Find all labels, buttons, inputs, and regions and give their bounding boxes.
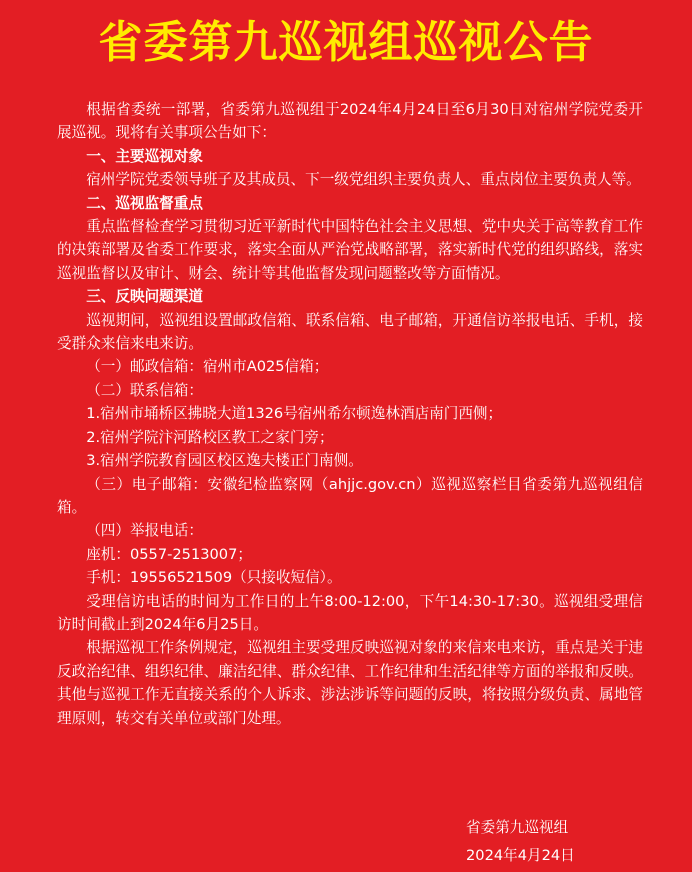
section-heading-inspection-targets: 一、主要巡视对象	[86, 147, 203, 165]
signature-date: 2024年4月24日	[466, 847, 575, 864]
landline-number: 座机：0557-2513007；	[86, 545, 252, 563]
acceptance-scope-paragraph: 根据巡视工作条例规定，巡视组主要受理反映巡视对象的来信来电来访，重点是关于违反政治纪律、组织纪律、廉洁纪律、群众纪律、工作纪律和生活纪律等方面的举报和反映。其他与巡视工作无直接关系的个人诉求、涉法涉诉等问题的反映，将按照分级负责、属地管理原则，转交有关单位或部门处理。	[57, 639, 643, 727]
signature-organization: 省委第九巡视组	[466, 819, 569, 836]
section-heading-supervision-focus: 二、巡视监督重点	[86, 194, 203, 212]
postal-mailbox-item: （一）邮政信箱：宿州市A025信箱；	[86, 358, 329, 376]
contact-mailbox-location-3: 3.宿州学院教育园区校区逸夫楼正门南侧。	[86, 452, 363, 470]
report-phone-item: （四）举报电话：	[86, 522, 203, 540]
inspection-targets-paragraph: 宿州学院党委领导班子及其成员、下一级党组织主要负责人、重点岗位主要负责人等。	[86, 171, 641, 189]
page-title: 省委第九巡视组巡视公告	[98, 17, 594, 68]
contact-mailbox-location-2: 2.宿州学院汴河路校区教工之家门旁；	[86, 428, 334, 446]
reception-hours-paragraph: 受理信访电话的时间为工作日的上午8:00-12:00，下午14:30-17:30。巡视组受理信访时间截止到2024年6月25日。	[57, 592, 643, 633]
reporting-channels-paragraph: 巡视期间，巡视组设置邮政信箱、联系信箱、电子邮箱，开通信访举报电话、手机，接受群众来信来电来访。	[57, 311, 643, 353]
contact-mailbox-location-1: 1.宿州市埇桥区拂晓大道1326号宿州希尔顿逸林酒店南门西侧；	[86, 405, 503, 423]
mobile-number: 手机：19556521509（只接收短信）。	[86, 569, 342, 587]
contact-mailbox-item: （二）联系信箱：	[86, 381, 203, 399]
supervision-focus-paragraph: 重点监督检查学习贯彻习近平新时代中国特色社会主义思想、党中央关于高等教育工作的决策部署及省委工作要求，落实全面从严治党战略部署，落实新时代党的组织路线，落实巡视监督以及审计、财会、统计等其他监督发现问题整改等方面情况。	[57, 218, 643, 282]
announcement-body	[57, 98, 643, 730]
intro-paragraph: 根据省委统一部署，省委第九巡视组于2024年4月24日至6月30日对宿州学院党委开展巡视。现将有关事项公告如下：	[57, 101, 643, 142]
section-heading-reporting-channels: 三、反映问题渠道	[86, 288, 203, 306]
email-item: （三）电子邮箱：安徽纪检监察网（ahjjc.gov.cn）巡视巡察栏目省委第九巡视组信箱。	[57, 475, 643, 516]
